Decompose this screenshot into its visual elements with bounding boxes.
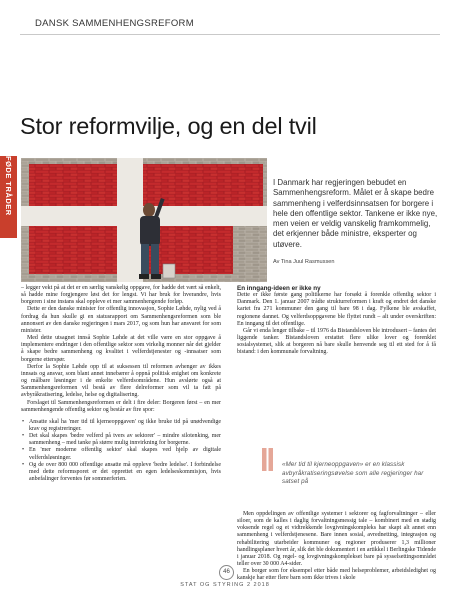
paragraph: En borger som for eksempel etter både med helseproblemer, arbeidsledighet og kanskje har etter flere barn som ikke trives i skole	[237, 568, 436, 582]
list-item: • En 'mer moderne offentlig sektor' skal skapes ved hjelp av digitale velferdsløsninger.	[21, 447, 221, 461]
pull-quote: «Mer tid til kjerneoppgaven» er en klassisk avbyråkratiseringsøvelse som alle regjeringer har satset på	[282, 461, 424, 485]
paragraph: Går vi enda lenger tilbake – til 1976 da Bistandsloven ble introdusert – fantes det liggende tanker. Bistandsloven erstattet flere ulike lover og forenklet sosialsystemet, slik at borgeren nå bare skulle henvende seg til ett sted for å få bistand: i den kommunale forvaltning.	[237, 327, 436, 356]
article-title: Stor reformvilje, og en del tvil	[20, 113, 317, 139]
subheading: En inngang-ideen er ikke ny	[237, 285, 321, 292]
column-2-continued	[237, 511, 436, 583]
paragraph: – legger vekt på at det er en særlig vanskelig oppgave, for hadde det vært så enkelt, så hadde mine forgjengere løst det for lengst. Vi har bruk for hverandre, hvis borgeren i sine instans skal oppleve et mer sammenhengende forløp.	[21, 285, 221, 306]
bullet-list	[21, 419, 221, 483]
paragraph: Derfor la Sophie Løhde opp til at suksessen til reformen avhenger av ikkes innsats og ansvar, som blant annet innebærer å oppnå politisk enighet om konkrete og målbare løsninger i de enkelte velferdsområdene. Hun avslørte også at Sammenhengsreformen vil bestå av flere delreformer som vil ta fatt på avbyråkratisering, ledelse, helse og digitalisering.	[21, 363, 221, 399]
paragraph: Men oppdelingen av offentlige systemer i sektorer og fagforvaltninger – eller siloer, som de kalles i daglig forvaltningsmessig tale – kombinert med en stadig voksende regel og et vidtrekkende lovgivningskompleks har skapt alt annet enn sammenheng i velferdstjenesene. Bare innen sosial, avrednetting, integrasjon og rehabilitering utarbeider kommuner og regioner produserer 1,3 millioner handlingsplaner hvert år, slik det ble dokumentert i en artikkel i Berlingske Tidende i januar 2018. Og regel- og lovgivningskomplekset bare på sysselsettingsområdet teller over 30 000 A4-sider.	[237, 511, 436, 568]
list-item: • Og de over 800 000 offentlige ansatte må oppleve 'bedre ledelse'. I forbindelse med dette reformsporet er det opprettet en egen ledelseskommisjon, hvis anbefalinger forventes før sommerferien.	[21, 462, 221, 483]
side-tab	[0, 156, 17, 238]
list-item: • Ansatte skal ha 'mer tid til kjerneoppgaven' og ikke bruke tid på unødvendige krav og registreringer.	[21, 419, 221, 433]
paragraph: Dette er den danske minister for offentlig innovasjon, Sophie Løhde, nylig ved å fordrag da hun skulle gi en statusrapport om Sammenhengsreformen som ble annonsert av den danske regjeringen i mars 2017, og som hun har ansvaret for som minister.	[21, 306, 221, 334]
quote-bar-icon	[262, 448, 274, 471]
paragraph: Dette er ikke første gang politikerne har forsøkt å forenkle offentlig sektor i Danmark. Den 1. januar 2007 trådte strukturreformen i kraft og endret det danske kartet fra 271 kommuner den gang til bare 98 i dag. Fylkene ble avskaffet, regionene dannet. Og velferdsoppgavene ble flyttet rundt – alt under overskriften: En inngang til det offentlige.	[237, 292, 436, 327]
section-label: DANSK SAMMENHENGSREFORM	[35, 18, 194, 29]
side-tab-label: FØDE TRÅDER	[4, 156, 13, 216]
list-item: • Det skal skapes 'bedre velferd på tvers av sektorer' – mindre silotenking, mer sammenheng – med tanke på større mulig innvirkning for borgerne.	[21, 433, 221, 447]
article-lead: I Danmark har regjeringen bebudet en Sammenhengsreform. Målet er å skape bedre sammenheng i velferdsinnsatsen for borgere i hele den offentlige sektor. Tankene er ikke nye, men veien er veldig vanskelig framkommelig, det erkjenner både ministre, eksperter og utøvere.	[273, 178, 438, 249]
paragraph: Med dette utsagnet innså Sophie Løhde at det ville være en stor oppgave å implementere endringer i den offentlige sektor som virkelig monner når det gjelder å skape bedre sammenheng og kvalitet i velferdstjenester og -innsatser som borgerne etterspør.	[21, 335, 221, 363]
page-number: 46	[219, 565, 234, 580]
painter-flag-image	[21, 158, 267, 282]
column-1	[21, 285, 221, 483]
column-2	[237, 285, 436, 357]
section-divider	[20, 34, 440, 35]
publication-footer: STAT OG STYRING 2 2018	[180, 582, 270, 588]
article-photo	[21, 158, 267, 282]
paragraph: Forslaget til Sammenhengsreformen er delt i fire deler: Borgeren først – en mer sammenhengende offentlig sektor og består av fire spor:	[21, 399, 221, 413]
byline: Av Tina Juul Rasmussen	[273, 259, 335, 265]
